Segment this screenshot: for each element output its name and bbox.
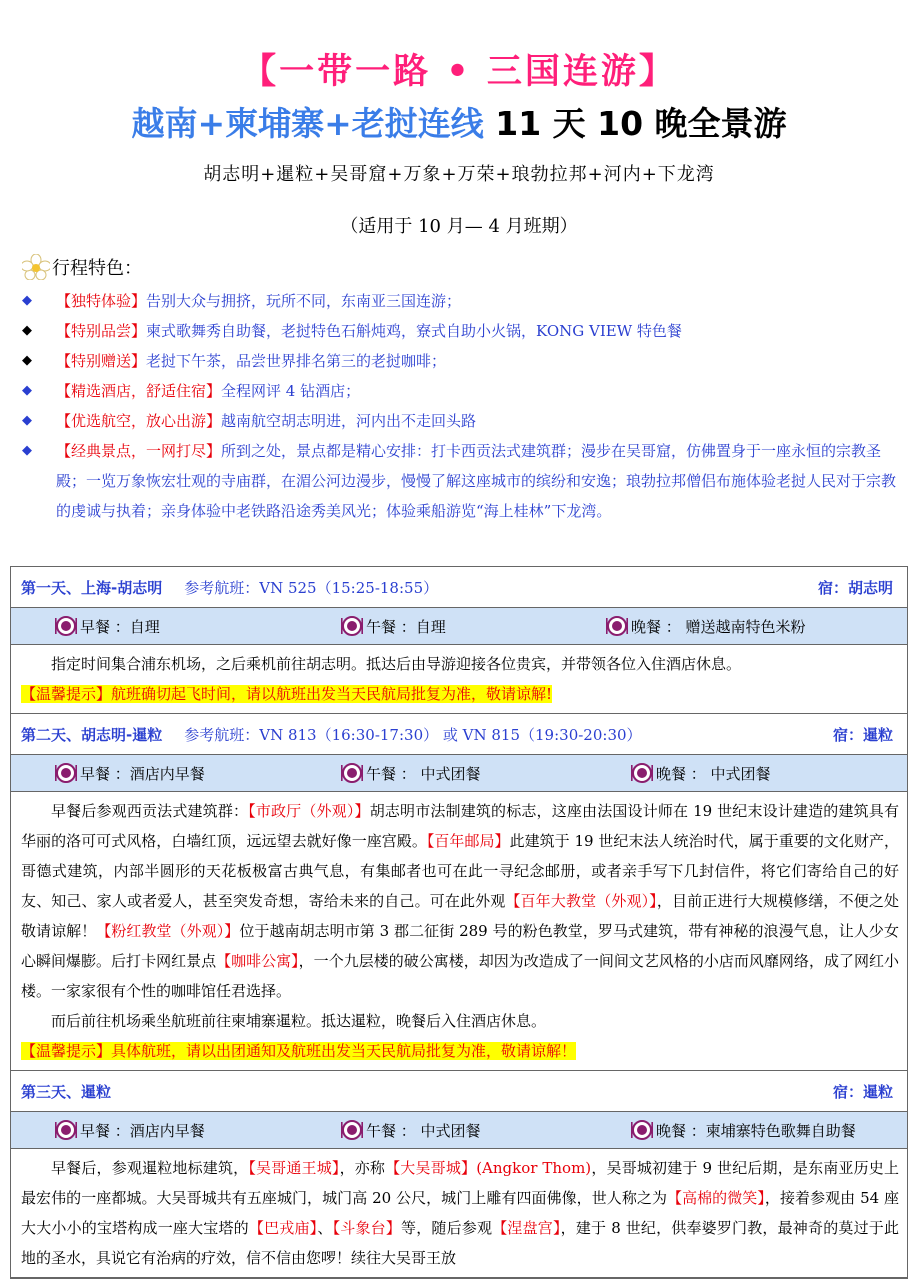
warm-tip: 【温馨提示】具体航班，请以出团通知及航班出发当天民航局批复为准，敬请谅解！	[21, 1042, 577, 1060]
meal-row	[11, 755, 907, 792]
day-header	[11, 714, 907, 755]
feature-text: 所到之处，景点都是精心安排：打卡西贡法式建筑群；漫步在吴哥窟，仿佛置身于一座永恒的宗教圣殿；一览万象恢宏壮观的寺庙群，在湄公河边漫步，慢慢了解这座城市的缤纷和安逸；琅勃拉邦僧侣布施体验老挝人民对于宗教的虔诚与执着；亲身体验中老铁路沿途秀美风光；体验乘船游览“海上桂林”下龙湾。	[56, 442, 897, 520]
feature-tag: 【特别品尝】	[56, 322, 147, 340]
text-run: 、	[317, 1219, 333, 1237]
meal-row	[11, 608, 907, 645]
feature-item	[22, 286, 910, 316]
day-label	[21, 1081, 111, 1102]
feature-tag: 【经典景点，一网打尽】	[56, 442, 222, 460]
feature-tag: 【优选航空，放心出游】	[56, 412, 222, 430]
sight-name: 【涅盘宫】	[492, 1219, 561, 1237]
day-paragraph	[21, 1153, 899, 1273]
text-run: 此建筑于 19 世纪末法人统治时代，属于重要的文化财产，哥德式建筑，内部半圆形的天花板极富古典气息，有集邮者也可在此一寻纪念邮册，或者亲手写下几封信件，将它们寄给自己的好友、知己、家人或者爱人，甚至突发奇想，寄给未来的自己。可在此外观	[21, 832, 899, 910]
diamond-bullet-icon: ◆	[22, 413, 32, 428]
dining-plate-icon	[341, 615, 363, 637]
day-label	[21, 577, 438, 598]
sight-name: 【百年邮局】	[426, 832, 510, 850]
meal-dinner	[606, 615, 806, 637]
day-paragraph: 指定时间集合浦东机场，之后乘机前往胡志明。抵达后由导游迎接各位贵宾，并带领各位入住酒店休息。	[51, 655, 742, 673]
sight-name: 【吴哥通王城】	[248, 1159, 340, 1177]
features-list	[22, 286, 910, 526]
feature-item	[22, 436, 910, 526]
day-title: 第二天、胡志明-暹粒	[21, 726, 163, 744]
stay-city: 宿：暹粒	[832, 726, 893, 744]
diamond-bullet-icon: ◆	[22, 383, 32, 398]
sight-name: 【市政厅（外观）】	[248, 802, 370, 820]
meal-text: 午餐 ：自理	[366, 617, 446, 636]
season-line: （适用于 10 月— 4 月班期）	[340, 216, 578, 237]
stay-city: 宿：胡志明	[817, 579, 893, 597]
meal-text: 晚餐 ： 中式团餐	[656, 764, 771, 783]
feature-tag: 【特别赠送】	[56, 352, 147, 370]
sight-name: 【大吴哥城】(Angkor Thom)	[385, 1159, 592, 1177]
features-heading-text: 行程特色：	[52, 258, 142, 279]
warm-tip: 【温馨提示】航班确切起飞时间，请以航班出发当天民航局批复为准，敬请谅解!	[21, 685, 553, 703]
sub-title	[0, 98, 918, 145]
dining-plate-icon	[341, 762, 363, 784]
feature-text: 全程网评 4 钻酒店；	[221, 382, 361, 400]
dining-plate-icon	[631, 1119, 653, 1141]
day-label	[21, 724, 642, 745]
feature-text: 告别大众与拥挤，玩所不同，东南亚三国连游；	[146, 292, 462, 310]
flower-icon	[22, 254, 50, 280]
sight-name: 【粉红教堂（外观）】	[96, 922, 240, 940]
diamond-bullet-icon: ◆	[22, 293, 32, 308]
meal-breakfast	[55, 1119, 205, 1141]
sight-name: 【百年大教堂（外观）】	[505, 892, 657, 910]
meal-text: 晚餐 ： 赠送越南特色米粉	[631, 617, 806, 636]
sight-name: 【巴戎庙】	[248, 1219, 318, 1237]
feature-item	[22, 346, 910, 376]
diamond-bullet-icon: ◆	[22, 443, 32, 458]
meal-text: 午餐 ： 中式团餐	[366, 764, 481, 783]
meal-lunch	[341, 762, 481, 784]
flight-info: 参考航班：VN 525（15:25-18:55）	[184, 579, 439, 597]
dining-plate-icon	[606, 615, 628, 637]
sight-name: 【高棉的微笑】	[667, 1189, 765, 1207]
route-line: 胡志明+暹粒+吴哥窟+万象+万荣+琅勃拉邦+河内+下龙湾	[203, 164, 715, 185]
text-run: ，目前正进行大规模修缮，不便之处敬请谅解！	[21, 892, 899, 940]
text-run: ，吴哥城初建于 9 世纪后期，是东南亚历史上最宏伟的一座都城。大吴哥城共有五座城门，城门高 20 公尺，城门上雕有四面佛像，世人称之为	[21, 1159, 899, 1207]
text-run: 胡志明市法制建筑的标志，这座由法国设计师在 19 世纪末设计建造的建筑具有华丽的洛可可式风格，白墙红顶，远远望去就好像一座宫殿。	[21, 802, 899, 850]
text-run: ，一个九层楼的破公寓楼，却因为改造成了一间间文艺风格的小店而风靡网络，成了网红小楼。一家家很有个性的咖啡馆任君选择。	[21, 952, 899, 1000]
meal-lunch	[341, 615, 446, 637]
dining-plate-icon	[55, 1119, 77, 1141]
sub-title-duration: 11 天 10 晚全景游	[483, 104, 787, 143]
dining-plate-icon	[341, 1119, 363, 1141]
day-content	[11, 792, 907, 1071]
text-run: 等，随后参观	[401, 1219, 493, 1237]
sight-name: 【斗象台】	[332, 1219, 402, 1237]
meal-breakfast	[55, 615, 160, 637]
day-title: 第三天、暹粒	[21, 1083, 112, 1101]
itinerary-table	[10, 566, 908, 1279]
meal-lunch	[341, 1119, 481, 1141]
meal-dinner	[631, 1119, 856, 1141]
feature-tag: 【独特体验】	[56, 292, 147, 310]
meal-text: 晚餐 ：柬埔寨特色歌舞自助餐	[656, 1121, 856, 1140]
day-title: 第一天、上海-胡志明	[21, 579, 163, 597]
feature-text: 柬式歌舞秀自助餐，老挝特色石斛炖鸡，寮式自助小火锅，KONG VIEW 特色餐	[146, 322, 682, 340]
feature-text: 老挝下午茶，品尝世界排名第三的老挝咖啡；	[146, 352, 447, 370]
text-run: 早餐后参观西贡法式建筑群：	[51, 802, 249, 820]
feature-item	[22, 316, 910, 346]
sub-title-countries: 越南+柬埔寨+老挝连线	[131, 104, 484, 143]
day-paragraph	[21, 796, 899, 1006]
main-title: 【一带一路 • 三国连游】	[241, 52, 677, 92]
dining-plate-icon	[631, 762, 653, 784]
sight-name: 【咖啡公寓】	[216, 952, 299, 970]
meal-text: 早餐 ：自理	[80, 617, 160, 636]
stay-city: 宿：暹粒	[832, 1083, 893, 1101]
meal-text: 早餐 ：酒店内早餐	[80, 1121, 205, 1140]
diamond-bullet-icon: ◆	[22, 323, 32, 338]
day-content	[11, 645, 907, 714]
meal-dinner	[631, 762, 771, 784]
day-header	[11, 567, 907, 608]
text-run: ，亦称	[339, 1159, 386, 1177]
day-paragraph: 而后前往机场乘坐航班前往柬埔寨暹粒。抵达暹粒，晚餐后入住酒店休息。	[51, 1012, 547, 1030]
meal-row	[11, 1112, 907, 1149]
flight-info: 参考航班：VN 813（16:30-17:30） 或 VN 815（19:30-20:30）	[184, 726, 642, 744]
dining-plate-icon	[55, 762, 77, 784]
text-run: ，接着参观由 54 座大大小小的宝塔构成一座大宝塔的	[21, 1189, 899, 1237]
feature-item	[22, 406, 910, 436]
meal-text: 午餐 ： 中式团餐	[366, 1121, 481, 1140]
dining-plate-icon	[55, 615, 77, 637]
text-run: 早餐后，参观暹粒地标建筑，	[51, 1159, 249, 1177]
meal-breakfast	[55, 762, 205, 784]
text-run: 位于越南胡志明市第 3 郡二征街 289 号的粉色教堂，罗马式建筑，带有神秘的浪漫气息，让人少女心瞬间爆膨。后打卡网红景点	[21, 922, 899, 970]
meal-text: 早餐 ：酒店内早餐	[80, 764, 205, 783]
features-heading	[22, 254, 142, 280]
day-content	[11, 1149, 907, 1278]
feature-item	[22, 376, 910, 406]
day-header	[11, 1071, 907, 1112]
diamond-bullet-icon: ◆	[22, 353, 32, 368]
feature-text: 越南航空胡志明进，河内出不走回头路	[221, 412, 477, 430]
feature-tag: 【精选酒店，舒适住宿】	[56, 382, 222, 400]
text-run: ，建于 8 世纪，供奉婆罗门教，最神奇的莫过于此地的圣水，具说它有治病的疗效，信不信由您啰！续往大吴哥王放	[21, 1219, 899, 1267]
